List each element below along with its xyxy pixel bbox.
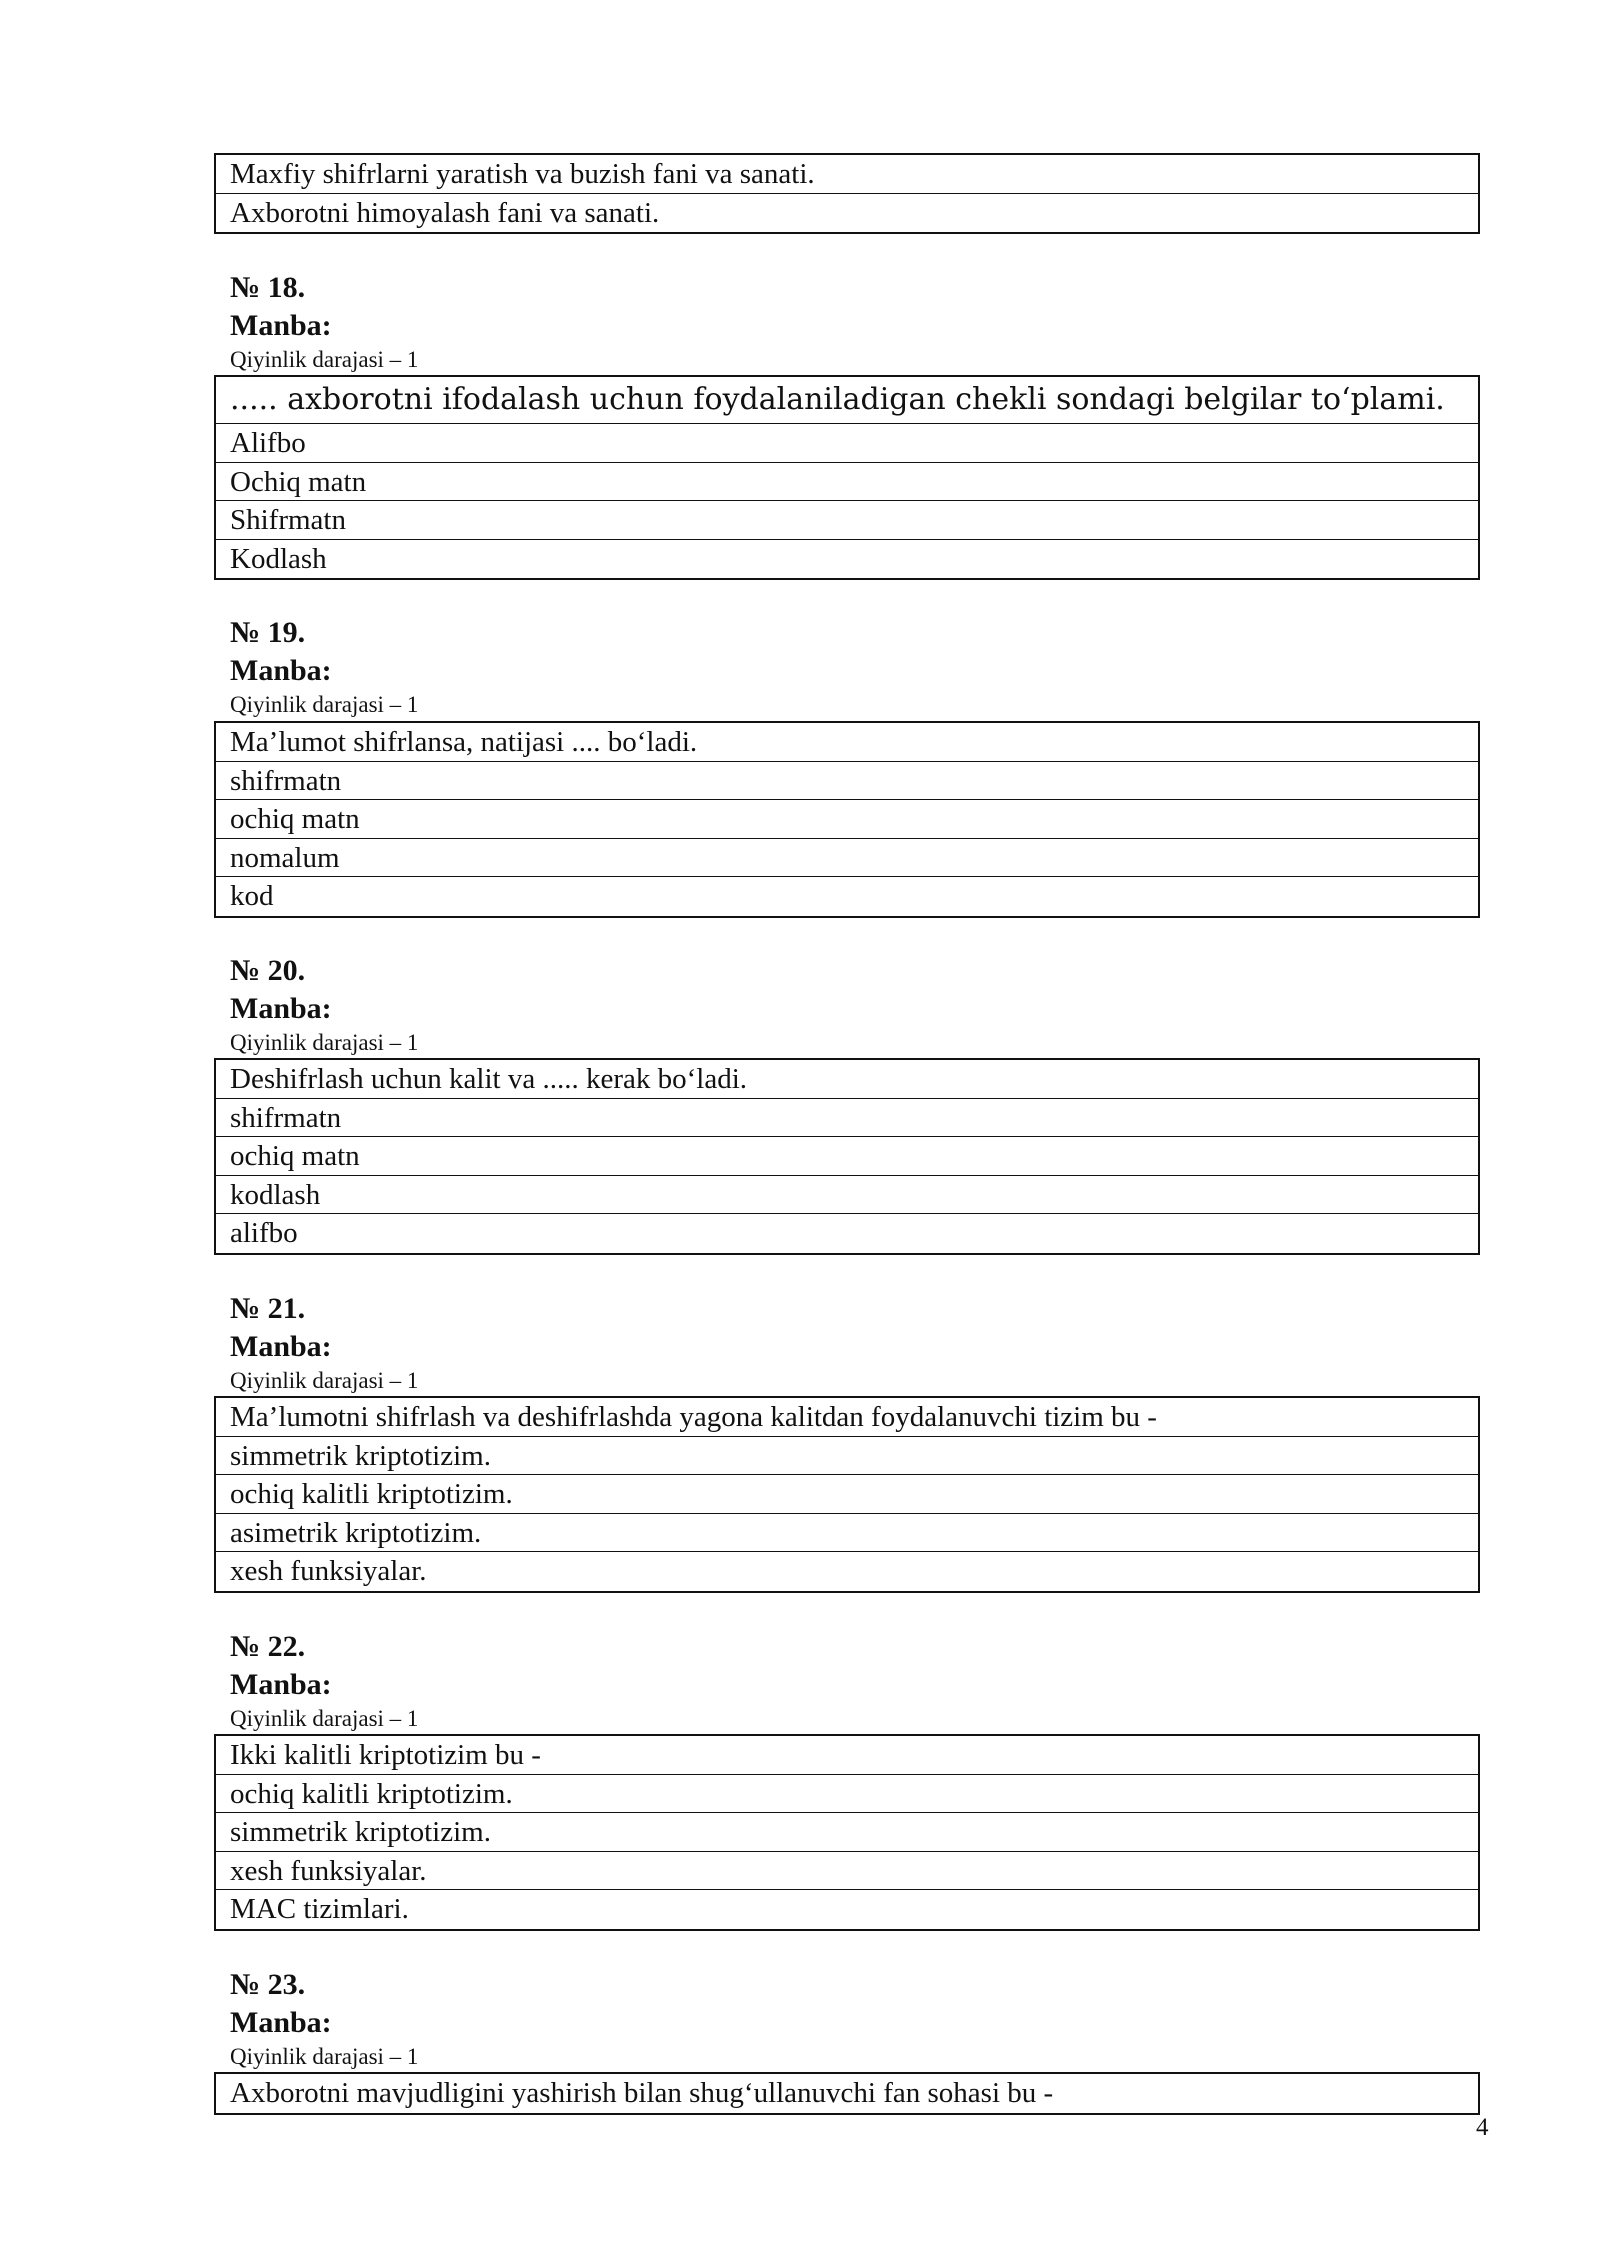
difficulty-level: Qiyinlik darajasi – 1 [230, 1030, 419, 1055]
question-table-22 [214, 1734, 1480, 1931]
answer-option: kod [230, 880, 274, 912]
difficulty-level: Qiyinlik darajasi – 1 [230, 347, 419, 372]
answer-option: ochiq kalitli kriptotizim. [216, 1475, 1478, 1514]
answer-option: Shifrmatn [216, 501, 1478, 540]
question-source: Manba: [230, 654, 332, 687]
answer-option: ochiq matn [216, 1137, 1478, 1176]
question-header-23 [230, 1966, 418, 2072]
question-number: № 22. [230, 1630, 306, 1663]
answer-option: xesh funksiyalar. [230, 1555, 427, 1587]
question-text: Ikki kalitli kriptotizim bu - [216, 1736, 1478, 1775]
question-header-19 [230, 614, 418, 720]
question-table-18 [214, 375, 1480, 580]
question-source: Manba: [230, 2006, 332, 2039]
question-text: Ma’lumot shifrlansa, natijasi .... bo‘ladi. [216, 723, 1478, 762]
question-table-21 [214, 1396, 1480, 1593]
difficulty-level: Qiyinlik darajasi – 1 [230, 1706, 419, 1731]
difficulty-level: Qiyinlik darajasi – 1 [230, 692, 419, 717]
answer-option: ochiq kalitli kriptotizim. [216, 1775, 1478, 1814]
answer-option: Axborotni himoyalash fani va sanati. [230, 196, 660, 229]
answer-option: Alifbo [216, 424, 1478, 463]
question-text: Deshifrlash uchun kalit va ..... kerak bo‘ladi. [216, 1060, 1478, 1099]
answer-option: alifbo [230, 1217, 298, 1249]
question-text: ..... axborotni ifodalash uchun foydalaniladigan chekli sondagi belgilar to‘plami. [216, 377, 1478, 424]
answer-option: ochiq matn [216, 800, 1478, 839]
question-header-22 [230, 1628, 418, 1734]
answer-option: xesh funksiyalar. [216, 1852, 1478, 1891]
answer-option: nomalum [216, 839, 1478, 878]
question-number: № 23. [230, 1968, 306, 2001]
answer-option: simmetrik kriptotizim. [216, 1813, 1478, 1852]
difficulty-level: Qiyinlik darajasi – 1 [230, 1368, 419, 1393]
question-header-21 [230, 1290, 418, 1396]
question-number: № 19. [230, 616, 306, 649]
question-header-18 [230, 269, 418, 375]
question-source: Manba: [230, 1330, 332, 1363]
answer-option: Ochiq matn [216, 463, 1478, 502]
answer-option: kodlash [216, 1176, 1478, 1215]
question-source: Manba: [230, 1668, 332, 1701]
question-text: Axborotni mavjudligini yashirish bilan shug‘ullanuvchi fan sohasi bu - [230, 2077, 1054, 2109]
answer-option: shifrmatn [216, 762, 1478, 801]
question-table-23 [214, 2072, 1480, 2115]
answer-option: simmetrik kriptotizim. [216, 1437, 1478, 1476]
question-number: № 18. [230, 271, 306, 304]
answer-option: asimetrik kriptotizim. [216, 1514, 1478, 1553]
page-number: 4 [1476, 2114, 1489, 2141]
question-source: Manba: [230, 992, 332, 1025]
answer-option: Kodlash [230, 542, 327, 575]
question-number: № 20. [230, 954, 306, 987]
question-source: Manba: [230, 309, 332, 342]
question-text: Ma’lumotni shifrlash va deshifrlashda yagona kalitdan foydalanuvchi tizim bu - [216, 1398, 1478, 1437]
answer-option: shifrmatn [216, 1099, 1478, 1138]
question-table-19 [214, 721, 1480, 918]
difficulty-level: Qiyinlik darajasi – 1 [230, 2044, 419, 2069]
answer-option: MAC tizimlari. [230, 1893, 409, 1925]
question-number: № 21. [230, 1292, 306, 1325]
question-table-20 [214, 1058, 1480, 1255]
question-header-20 [230, 952, 418, 1058]
carryover-answer-table [214, 153, 1480, 234]
answer-option: Maxfiy shifrlarni yaratish va buzish fani va sanati. [216, 155, 1478, 194]
